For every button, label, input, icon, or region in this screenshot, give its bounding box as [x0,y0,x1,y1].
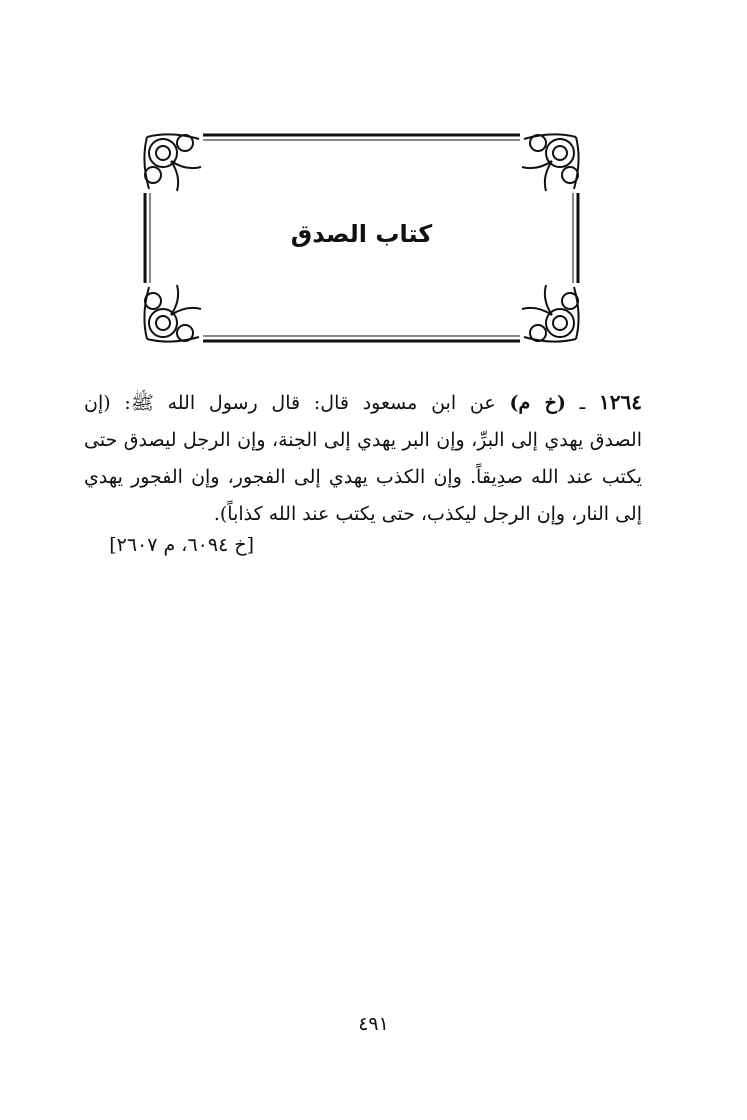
corner-ornament-bottom-right [520,283,582,345]
corner-ornament-top-left [141,131,203,193]
chapter-title: كتاب الصدق [290,220,433,248]
hadith-reference: [خ ٦٠٩٤، م ٢٦٠٧] [109,534,254,556]
corner-ornament-top-right [520,131,582,193]
hadith-source: (خ م) [509,392,566,414]
hadith-line-3: يكتب عند الله صدِيقاً. وإن الكذب يهدي إلى الفجور، وإن الفجور يهدي [84,466,642,488]
hadith-line-4: إلى النار، وإن الرجل ليكذب، حتى يكتب عند الله كذاباً). [213,503,642,525]
hadith-line-1-text: عن ابن مسعود قال: قال رسول الله ﷺ: (إن [84,392,496,414]
hadith-dash: ـ [579,392,586,414]
hadith-number: ١٢٦٤ [599,390,643,414]
hadith-text [84,384,642,533]
hadith-line-1 [84,384,642,422]
corner-ornament-bottom-left [141,283,203,345]
hadith-line-2: الصدق يهدي إلى البرِّ، وإن البر يهدي إلى الجنة، وإن الرجل ليصدق حتى [84,429,642,451]
page-number: ٤٩١ [358,1013,389,1035]
chapter-title-frame [141,131,582,345]
